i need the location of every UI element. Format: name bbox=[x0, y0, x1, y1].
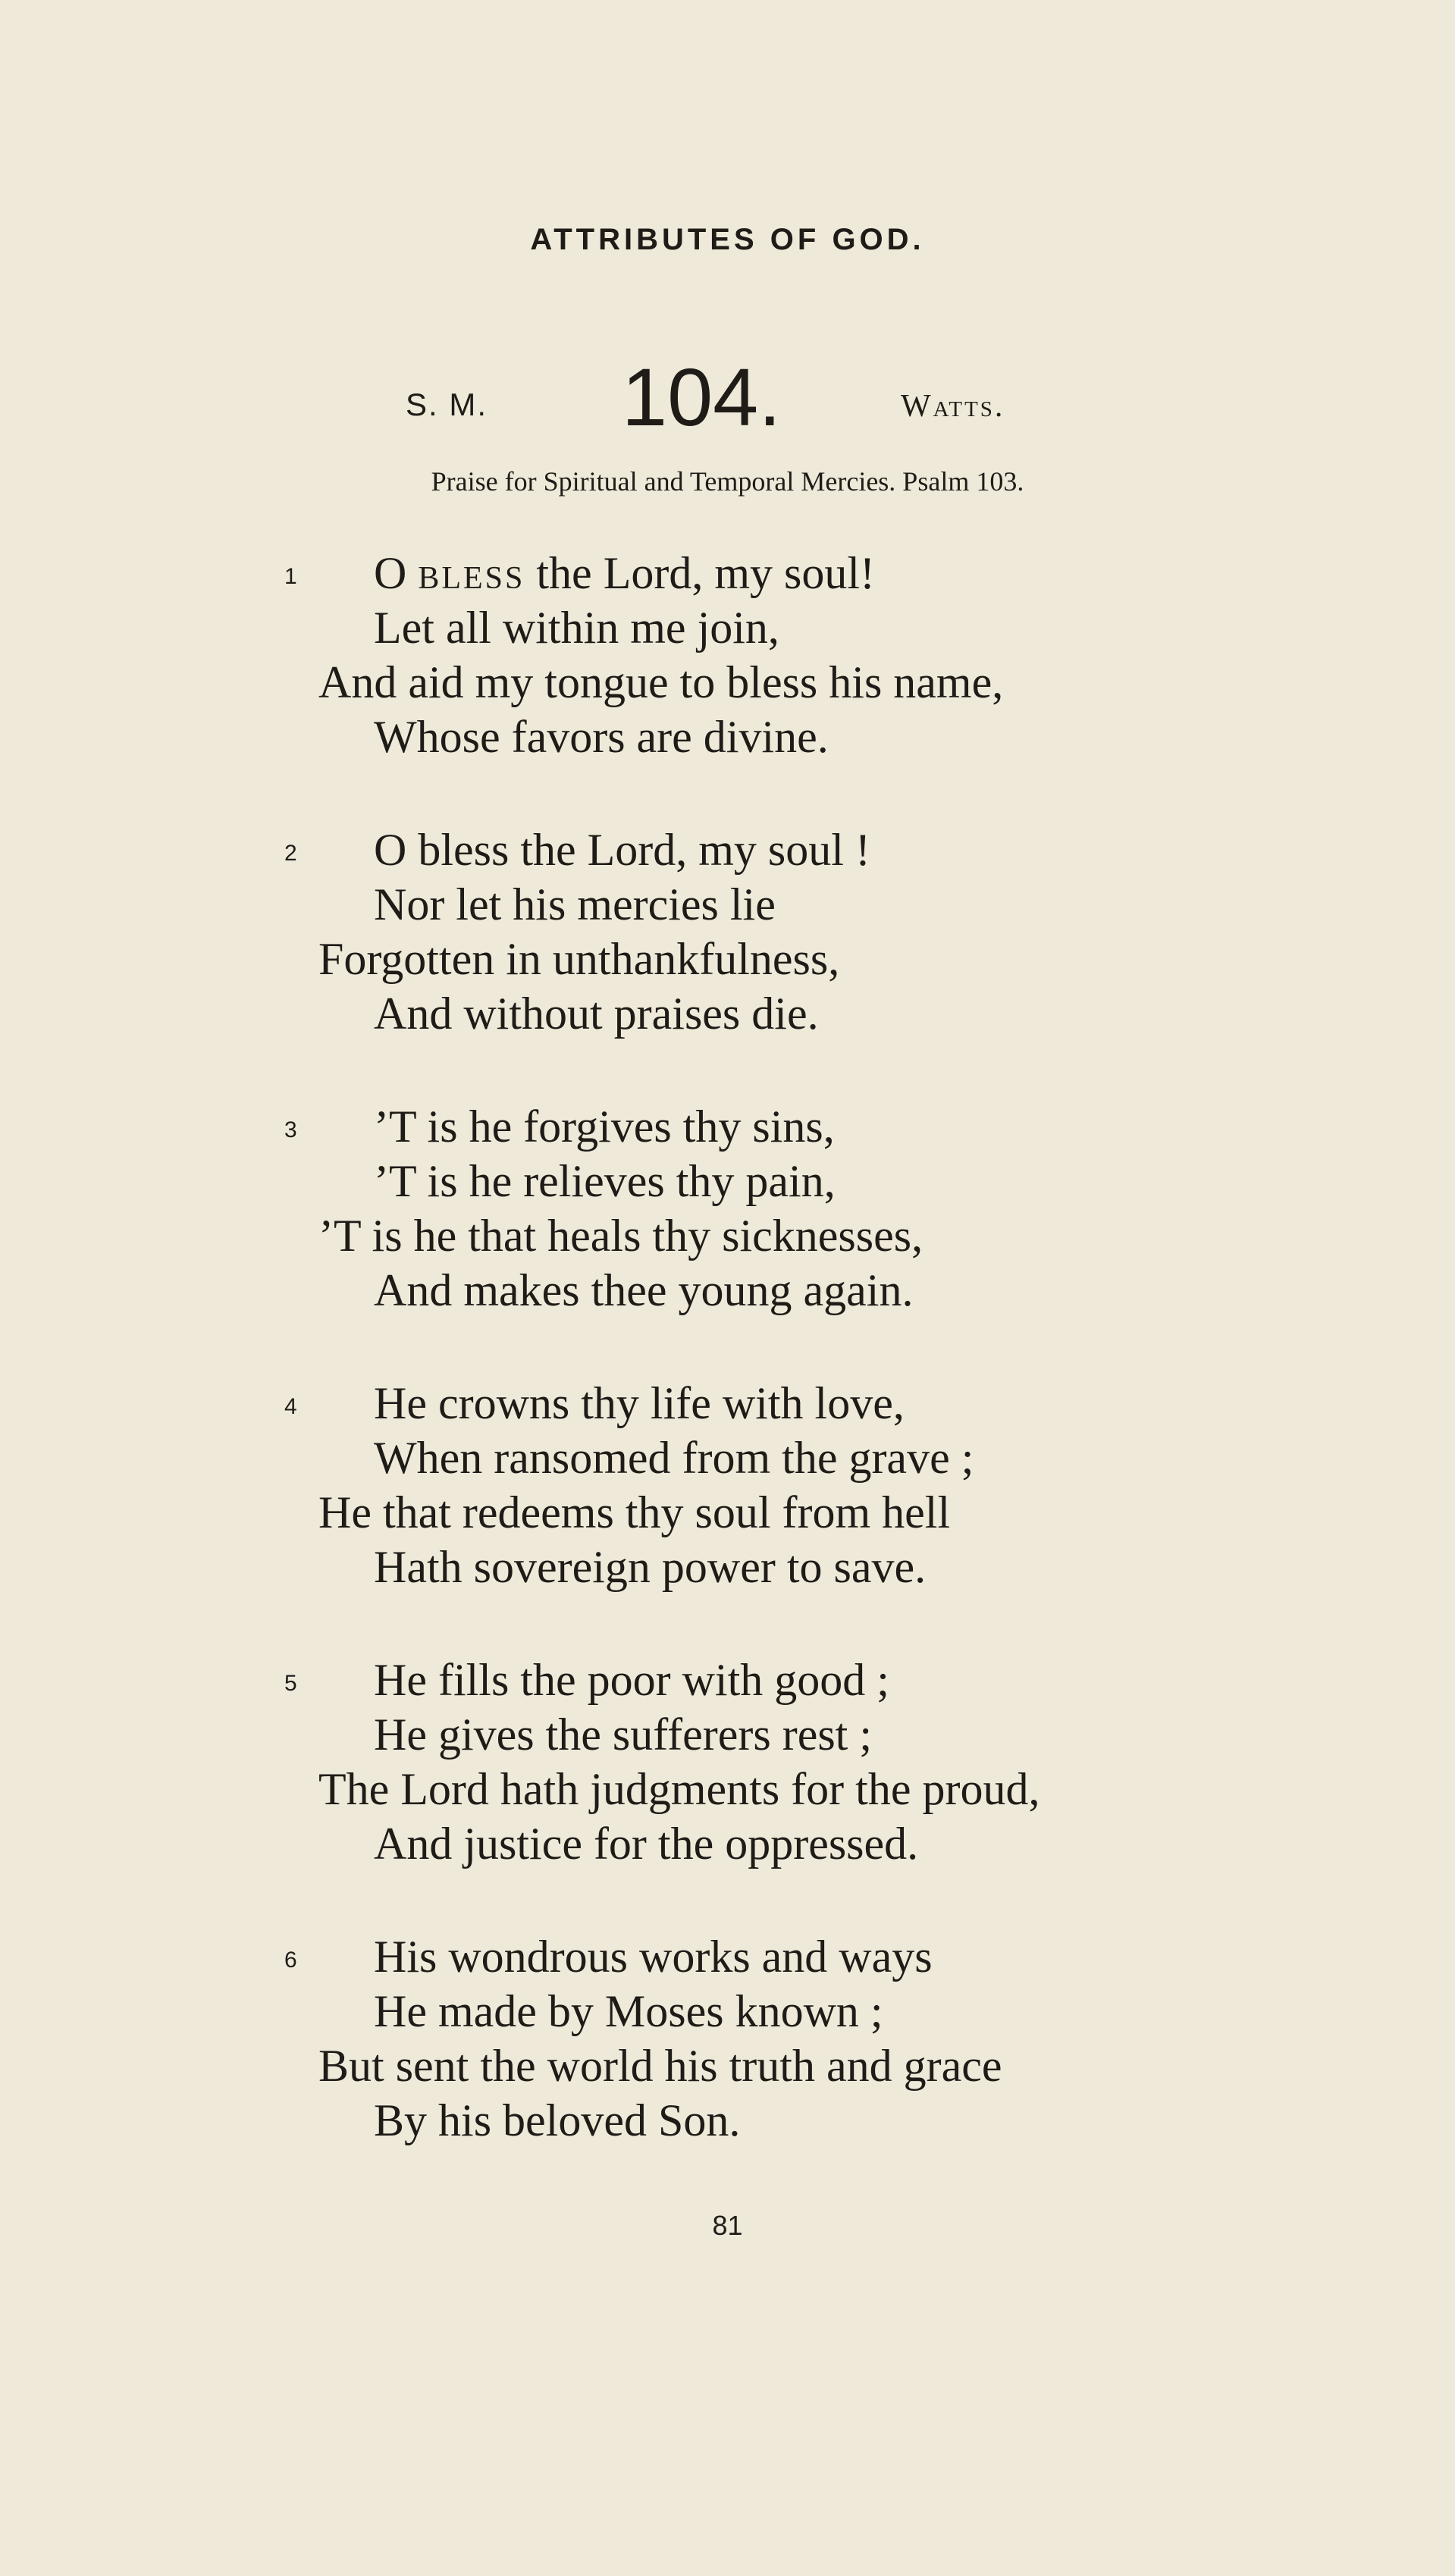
verse-line: His wondrous works and ways bbox=[374, 1932, 933, 1982]
verse-line: O bless the Lord, my soul ! bbox=[374, 825, 870, 875]
verse-line: He that redeems thy soul from hell bbox=[318, 1487, 951, 1537]
stanza-number: 3 bbox=[284, 1117, 297, 1142]
verse-line: And justice for the oppressed. bbox=[374, 1819, 919, 1869]
verse-line: He crowns thy life with love, bbox=[374, 1378, 905, 1428]
running-head: ATTRIBUTES OF GOD. bbox=[530, 223, 925, 256]
page-number: 81 bbox=[712, 2210, 743, 2241]
verse-line: Hath sovereign power to save. bbox=[374, 1542, 927, 1592]
verse-line: O bless the Lord, my soul! bbox=[374, 548, 875, 598]
verse-line: Whose favors are divine. bbox=[374, 712, 829, 762]
hymn-header bbox=[0, 351, 1455, 462]
hymn-meter: S. M. bbox=[406, 387, 488, 422]
stanza-number: 5 bbox=[284, 1671, 297, 1696]
verse-line: Let all within me join, bbox=[374, 603, 779, 653]
hymn-author: Watts. bbox=[901, 389, 1005, 424]
verse-line: By his beloved Son. bbox=[374, 2095, 741, 2145]
stanza-number: 4 bbox=[284, 1394, 297, 1419]
verse-line: He gives the sufferers rest ; bbox=[374, 1709, 873, 1760]
verse-line: He fills the poor with good ; bbox=[374, 1655, 889, 1705]
verse-line: ’T is he that heals thy sicknesses, bbox=[318, 1211, 923, 1261]
verse-line: But sent the world his truth and grace bbox=[318, 2041, 1002, 2091]
verse-line: And aid my tongue to bless his name, bbox=[318, 657, 1004, 707]
opening-word: bless bbox=[418, 548, 525, 598]
verse-line: ’T is he relieves thy pain, bbox=[374, 1156, 836, 1206]
stanza-number: 6 bbox=[284, 1948, 297, 1973]
verse-line: The Lord hath judgments for the proud, bbox=[318, 1764, 1040, 1814]
stanza-number: 2 bbox=[284, 841, 297, 866]
hymn-subtitle: Praise for Spiritual and Temporal Mercies. Psalm 103. bbox=[431, 466, 1024, 497]
stanza-number: 1 bbox=[284, 564, 297, 589]
hymn-number: 104. bbox=[622, 351, 782, 443]
verse-line: Forgotten in unthankfulness, bbox=[318, 934, 840, 984]
verse-line: When ransomed from the grave ; bbox=[374, 1433, 974, 1483]
verse-line: And makes thee young again. bbox=[374, 1265, 914, 1315]
verse-line: And without praises die. bbox=[374, 989, 819, 1039]
verse-line: ’T is he forgives thy sins, bbox=[374, 1102, 835, 1152]
verse-line: He made by Moses known ; bbox=[374, 1986, 883, 2036]
verse-line: Nor let his mercies lie bbox=[374, 879, 776, 929]
